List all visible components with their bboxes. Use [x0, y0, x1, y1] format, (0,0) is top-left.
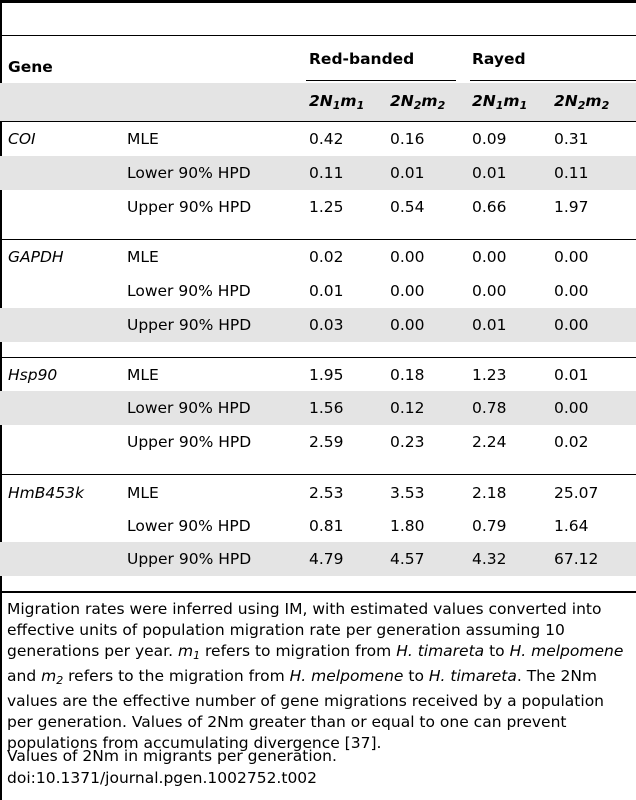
- row-value: 1.80: [390, 517, 425, 535]
- row-value: 1.23: [472, 366, 507, 384]
- row-stat: MLE: [127, 248, 159, 266]
- row-gene: COI: [8, 130, 36, 148]
- gene-header: Gene: [8, 58, 53, 76]
- row-value: 0.42: [309, 130, 344, 148]
- row-value: 0.11: [309, 164, 344, 182]
- row-value: 0.16: [390, 130, 425, 148]
- row-value: 0.01: [390, 164, 425, 182]
- row-value: 2.53: [309, 484, 344, 502]
- table-footnote: Migration rates were inferred using IM, with estimated values converted into effective units of population migration rate per generation assuming 10 generations per year. $m_1$ refers to migration from H. timareta to H. melpomene and $m_2$ refers to the migration from H. melpomene to H. timareta. The 2Nm values are the effective number of gene migrations received by a population per generation. Values of 2Nm greater than or equal to one can prevent populations from accumulating divergence [37].: [7, 600, 624, 752]
- row-stat: MLE: [127, 130, 159, 148]
- row-value: 0.79: [472, 517, 507, 535]
- doi-link[interactable]: doi:10.1371/journal.pgen.1002752.t002: [7, 769, 318, 787]
- row-value: 0.01: [472, 164, 507, 182]
- row-value: 0.18: [390, 366, 425, 384]
- row-stat: MLE: [127, 484, 159, 502]
- row-stat: Upper 90% HPD: [127, 198, 252, 216]
- table-footnote-units: Values of 2Nm in migrants per generation.: [7, 747, 337, 765]
- row-value: 1.97: [554, 198, 589, 216]
- group-header-rayed: Rayed: [472, 50, 526, 68]
- row-value: 0.31: [554, 130, 589, 148]
- group-separator: [0, 474, 636, 475]
- row-stat: Upper 90% HPD: [127, 316, 252, 334]
- row-value: 0.03: [309, 316, 344, 334]
- row-value: 0.01: [554, 366, 589, 384]
- col-header-2n2m2-rayed: $2N_2m_2$: [554, 92, 610, 112]
- row-value: 0.00: [554, 282, 589, 300]
- row-value: 0.00: [390, 316, 425, 334]
- rayed-underline: [470, 80, 636, 81]
- group-separator: [0, 357, 636, 358]
- row-value: 2.18: [472, 484, 507, 502]
- row-value: 0.11: [554, 164, 589, 182]
- col-header-2n1m1-red: $2N_1m_1$: [309, 92, 365, 112]
- row-value: 0.00: [554, 399, 589, 417]
- row-value: 4.32: [472, 550, 507, 568]
- row-value: 0.02: [554, 433, 589, 451]
- col-header-2n2m2-red: $2N_2m_2$: [390, 92, 446, 112]
- row-value: 0.00: [390, 282, 425, 300]
- row-stat: Upper 90% HPD: [127, 550, 252, 568]
- row-value: 0.66: [472, 198, 507, 216]
- row-value: 0.54: [390, 198, 425, 216]
- row-value: 2.59: [309, 433, 344, 451]
- row-value: 0.00: [472, 248, 507, 266]
- group-header-red-banded: Red-banded: [309, 50, 415, 68]
- group-separator: [0, 239, 636, 240]
- row-value: 0.01: [309, 282, 344, 300]
- row-value: 0.00: [390, 248, 425, 266]
- header-bottom-rule: [0, 121, 636, 122]
- row-stat: Lower 90% HPD: [127, 399, 251, 417]
- row-gene: GAPDH: [8, 248, 64, 266]
- row-value: 2.24: [472, 433, 507, 451]
- row-stat: Upper 90% HPD: [127, 433, 252, 451]
- row-stat: MLE: [127, 366, 159, 384]
- row-value: 0.01: [472, 316, 507, 334]
- row-value: 0.00: [554, 248, 589, 266]
- red-banded-underline: [306, 80, 456, 81]
- row-value: 67.12: [554, 550, 599, 568]
- row-value: 0.12: [390, 399, 425, 417]
- col-header-2n1m1-rayed: $2N_1m_1$: [472, 92, 528, 112]
- row-gene: HmB453k: [8, 484, 84, 502]
- row-value: 1.64: [554, 517, 589, 535]
- row-value: 0.78: [472, 399, 507, 417]
- top-border: [0, 0, 636, 3]
- row-stat: Lower 90% HPD: [127, 517, 251, 535]
- row-gene: Hsp90: [8, 366, 58, 384]
- row-value: 0.02: [309, 248, 344, 266]
- row-value: 0.00: [554, 316, 589, 334]
- row-stat: Lower 90% HPD: [127, 164, 251, 182]
- row-value: 0.09: [472, 130, 507, 148]
- table-bottom-rule: [0, 591, 636, 593]
- row-value: 25.07: [554, 484, 599, 502]
- row-value: 0.23: [390, 433, 425, 451]
- row-value: 3.53: [390, 484, 425, 502]
- row-stat: Lower 90% HPD: [127, 282, 251, 300]
- row-value: 0.81: [309, 517, 344, 535]
- row-value: 4.79: [309, 550, 344, 568]
- row-value: 0.00: [472, 282, 507, 300]
- row-value: 1.25: [309, 198, 344, 216]
- table-top-rule: [0, 35, 636, 36]
- row-value: 1.56: [309, 399, 344, 417]
- row-value: 1.95: [309, 366, 344, 384]
- row-value: 4.57: [390, 550, 425, 568]
